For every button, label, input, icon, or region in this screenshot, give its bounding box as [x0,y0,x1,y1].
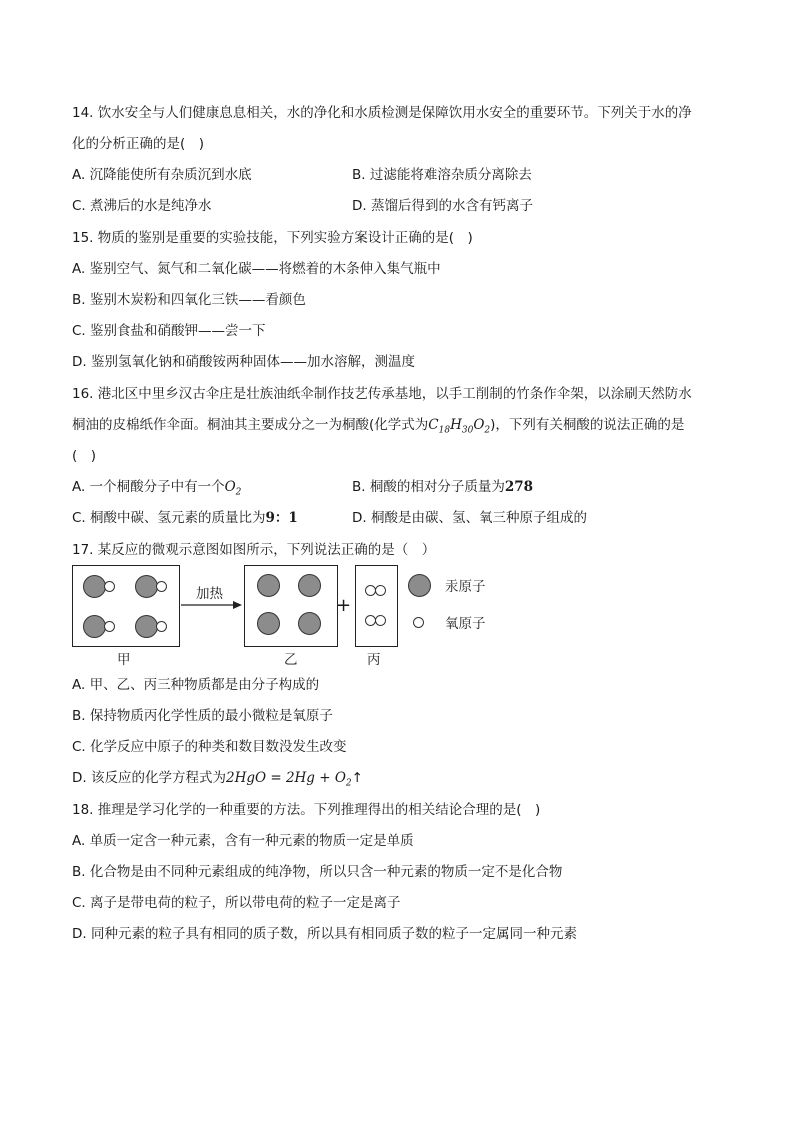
legend-oxygen-atom-icon [413,617,424,628]
right-arrow-icon [181,599,243,611]
mercury-atom [257,612,280,635]
q14-stem-line1: 14. 饮水安全与人们健康息息相关，水的净化和水质检测是保障饮用水安全的重要环节。下列关于水的净 [72,105,692,121]
q16-stem-line3: ( ) [72,448,97,464]
oxygen-atom [104,581,115,592]
q17-option-a: A. 甲、乙、丙三种物质都是由分子构成的 [72,677,320,693]
q17-stem: 17. 某反应的微观示意图如图所示，下列说法正确的是（ ） [72,542,436,558]
mercury-atom [83,615,106,638]
q16-stem-line1: 16. 港北区中里乡汉古伞庄是壮族油纸伞制作技艺传承基地，以手工削制的竹条作伞架，以涂刷天然防水 [72,386,692,402]
oxygen-atom [375,585,386,596]
q15-option-c: C. 鉴别食盐和硝酸钾——尝一下 [72,323,266,339]
q16-option-d: D. 桐酸是由碳、氢、氧三种原子组成的 [352,510,587,526]
mercury-atom [83,575,106,598]
q17-option-d: D. 该反应的化学方程式为$2HgO = 2Hg + O_2↑$ [72,770,363,789]
box-label-yi: 乙 [284,652,298,668]
q15-option-b: B. 鉴别木炭粉和四氧化三铁——看颜色 [72,292,306,308]
q14-stem-line2: 化的分析正确的是( ) [72,136,205,152]
mercury-atom [135,575,158,598]
q16-option-a: A. 一个桐酸分子中有一个$O_2$ [72,479,242,498]
oxygen-atom [156,621,167,632]
reactant-box-jia [72,565,180,647]
q15-stem: 15. 物质的鉴别是重要的实验技能，下列实验方案设计正确的是( ) [72,230,473,246]
q16-stem-line2-pre: 桐油的皮棉纸作伞面。桐油其主要成分之一为桐酸(化学式为 [72,417,429,433]
mercury-atom [257,574,280,597]
q16-stem-line2-post: )，下列有关桐酸的说法正确的是 [490,417,685,433]
q17-option-c: C. 化学反应中原子的种类和数目数没发生改变 [72,739,347,755]
q14-option-d: D. 蒸馏后得到的水含有钙离子 [352,198,533,214]
legend-oxygen-label: 氧原子 [445,616,486,632]
mercury-atom [298,612,321,635]
q17-option-b: B. 保持物质丙化学性质的最小微粒是氧原子 [72,708,333,724]
box-label-jia: 甲 [117,652,131,668]
q18-option-d: D. 同种元素的粒子具有相同的质子数，所以具有相同质子数的粒子一定属同一种元素 [72,926,577,942]
q15-option-d: D. 鉴别氢氧化钠和硝酸铵两种固体——加水溶解，测温度 [72,354,415,370]
oxygen-atom [104,621,115,632]
q14-option-c: C. 煮沸后的水是纯净水 [72,198,212,214]
q16-option-c: C. 桐酸中碳、氢元素的质量比为9：1 [72,510,298,526]
oxygen-atom [375,615,386,626]
product-box-bing [355,565,398,647]
legend-mercury-atom-icon [408,574,431,597]
plus-sign: + [336,595,352,616]
legend-mercury-label: 汞原子 [445,579,486,595]
q16-formula: $C_{18}H_{30}O_2$ [428,417,491,436]
q14-option-b: B. 过滤能将难溶杂质分离除去 [352,167,532,183]
q18-stem: 18. 推理是学习化学的一种重要的方法。下列推理得出的相关结论合理的是( ) [72,802,541,818]
mercury-atom [135,615,158,638]
q14-option-a: A. 沉降能使所有杂质沉到水底 [72,167,252,183]
mercury-atom [298,574,321,597]
product-box-yi [244,565,338,647]
q16-stem-line2 [72,416,684,440]
q16-option-b: B. 桐酸的相对分子质量为278 [352,479,534,495]
arrow-label: 加热 [196,586,223,602]
box-label-bing: 丙 [367,652,381,668]
q15-option-a: A. 鉴别空气、氮气和二氧化碳——将燃着的木条伸入集气瓶中 [72,261,441,277]
oxygen-atom [156,581,167,592]
q18-option-c: C. 离子是带电荷的粒子，所以带电荷的粒子一定是离子 [72,895,401,911]
q18-option-b: B. 化合物是由不同种元素组成的纯净物，所以只含一种元素的物质一定不是化合物 [72,864,563,880]
q18-option-a: A. 单质一定含一种元素，含有一种元素的物质一定是单质 [72,833,414,849]
